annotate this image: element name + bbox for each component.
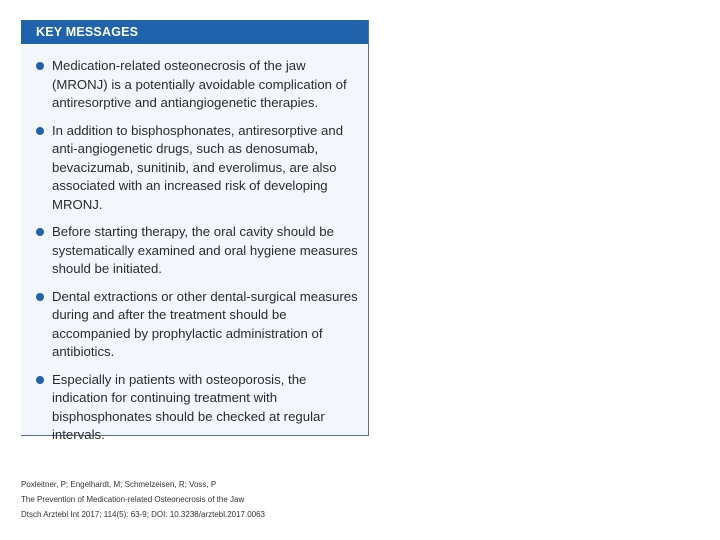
- citation-title: The Prevention of Medication-related Osteonecrosis of the Jaw: [21, 495, 245, 504]
- key-message-text: In addition to bisphosphonates, antiresorptive and anti-angiogenetic drugs, such as denosumab, bevacizumab, sunitinib, and everolimus, are also associated with an increased risk of developing MRONJ.: [52, 122, 344, 212]
- citation: [21, 477, 265, 522]
- bullet-icon: [36, 376, 44, 384]
- key-message-item: [36, 288, 358, 362]
- key-message-text: Dental extractions or other dental-surgical measures during and after the treatment should be accompanied by prophylactic administration of antibiotics.: [52, 288, 358, 359]
- key-messages-header: KEY MESSAGES: [21, 20, 368, 44]
- key-message-item: [36, 122, 358, 215]
- bullet-icon: [36, 127, 44, 135]
- citation-reference: Dtsch Arztebl Int 2017; 114(5): 63-9; DOI: 10.3238/arztebl.2017.0063: [21, 510, 266, 519]
- key-message-text: Especially in patients with osteoporosis, the indication for continuing treatment with bisphosphonates should be checked at regular intervals.: [52, 371, 325, 442]
- key-message-text: Before starting therapy, the oral cavity should be systematically examined and oral hygiene measures should be initiated.: [52, 224, 358, 276]
- key-message-item: [36, 57, 358, 113]
- key-message-text: Medication-related osteonecrosis of the jaw (MRONJ) is a potentially avoidable complication of antiresorptive and antiangiogenetic therapies.: [52, 58, 347, 110]
- citation-authors: Poxleitner, P; Engelhardt, M; Schmelzeisen, R; Voss, P: [21, 480, 217, 489]
- bullet-icon: [36, 62, 44, 70]
- key-message-item: [36, 223, 358, 279]
- key-messages-list: [21, 44, 368, 445]
- bullet-icon: [36, 228, 44, 236]
- bullet-icon: [36, 293, 44, 301]
- key-messages-box: [21, 20, 369, 442]
- key-message-item: [36, 371, 358, 445]
